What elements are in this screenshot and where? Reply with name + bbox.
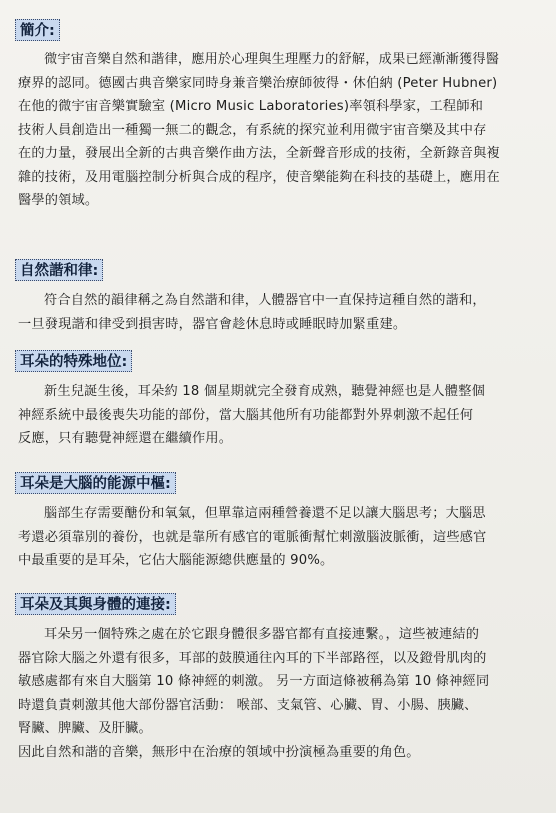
paragraph-line: 醫學的領域。	[18, 193, 99, 208]
paragraph-line: 耳朵另一個特殊之處在於它跟身體很多器官都有直接連繫。，這些被連結的	[44, 627, 480, 642]
paragraph-line: 考還必須靠別的養份，也就是靠所有感官的電脈衝幫忙刺激腦波脈衝，這些感官	[18, 529, 487, 545]
paragraph-line: 腎臟、脾臟、及肝臟。	[18, 721, 152, 736]
paragraph-line: 微宇宙音樂自然和諧律，應用於心理與生理壓力的舒解，成果已經漸漸獲得醫	[44, 52, 500, 67]
paragraph-line: 神經系統中最後喪失功能的部份，當大腦其他所有功能都對外界刺激不起任何	[18, 407, 474, 423]
paragraph-line: 在他的微宇宙音樂實驗室 (Micro Music Laboratories)率領科學家，工程師和	[18, 99, 484, 114]
paragraph-line: 新生兒誕生後，耳朵約 18 個星期就完全發育成熟，聽覺神經也是人體整個	[44, 384, 485, 399]
paragraph-line: 技術人員創造出一種獨一無二的觀念，有系統的探究並利用微宇宙音樂及其中存	[18, 122, 487, 138]
section-title-natural-harmony: 自然諧和律:	[15, 259, 103, 281]
paragraph-line: 器官除大腦之外還有很多，耳部的鼓膜通往內耳的下半部路徑，以及鐙骨肌肉的	[18, 650, 487, 666]
section-body-ear-body-connection	[18, 623, 546, 764]
paragraph-line: 一旦發現諧和律受到損害時，器官會趁休息時或睡眠時加緊重建。	[18, 316, 407, 332]
paragraph-line: 腦部生存需要醣份和氧氣，但單靠這兩種營養還不足以讓大腦思考；大腦思	[44, 506, 486, 521]
paragraph-line: 中最重要的是耳朵，它佔大腦能源總供應量的 90%。	[18, 553, 334, 568]
paragraph-line: 符合自然的韻律稱之為自然諧和律，人體器官中一直保持這種自然的諧和，	[44, 293, 486, 308]
paragraph-line-conclusion: 因此自然和諧的音樂，無形中在治療的領域中扮演極為重要的角色。	[18, 744, 420, 760]
paragraph-line: 在的力量，發展出全新的古典音樂作曲方法，全新聲音形成的技術，全新錄音與複	[18, 146, 500, 161]
section-title-ear-body-connection: 耳朵及其與身體的連接:	[15, 593, 176, 615]
section-body-ear-special-status	[18, 380, 546, 451]
paragraph-line: 敏感處都有來自大腦第 10 條神經的刺激。 另一方面這條被稱為第 10 條神經同	[18, 674, 490, 689]
section-title-introduction: 簡介:	[15, 19, 60, 41]
section-body-natural-harmony	[18, 289, 546, 336]
paragraph-line: 反應，只有聽覺神經還在繼續作用。	[18, 431, 233, 446]
section-body-introduction	[18, 48, 546, 213]
section-title-ear-energy-center: 耳朵是大腦的能源中樞:	[15, 472, 176, 494]
section-title-ear-special-status: 耳朵的特殊地位:	[15, 350, 132, 372]
paragraph-line: 療界的認同。德國古典音樂家同時身兼音樂治療師彼得・休伯納 (Peter Hubner)	[18, 75, 498, 91]
section-body-ear-energy-center	[18, 502, 546, 573]
paragraph-line: 時還負責刺激其他大部份器官活動： 喉部、支氣管、心臟、胃、小腸、胰臟、	[18, 697, 478, 713]
paragraph-line: 雜的技術，及用電腦控制分析與合成的程序，使音樂能夠在科技的基礎上，應用在	[18, 169, 500, 185]
